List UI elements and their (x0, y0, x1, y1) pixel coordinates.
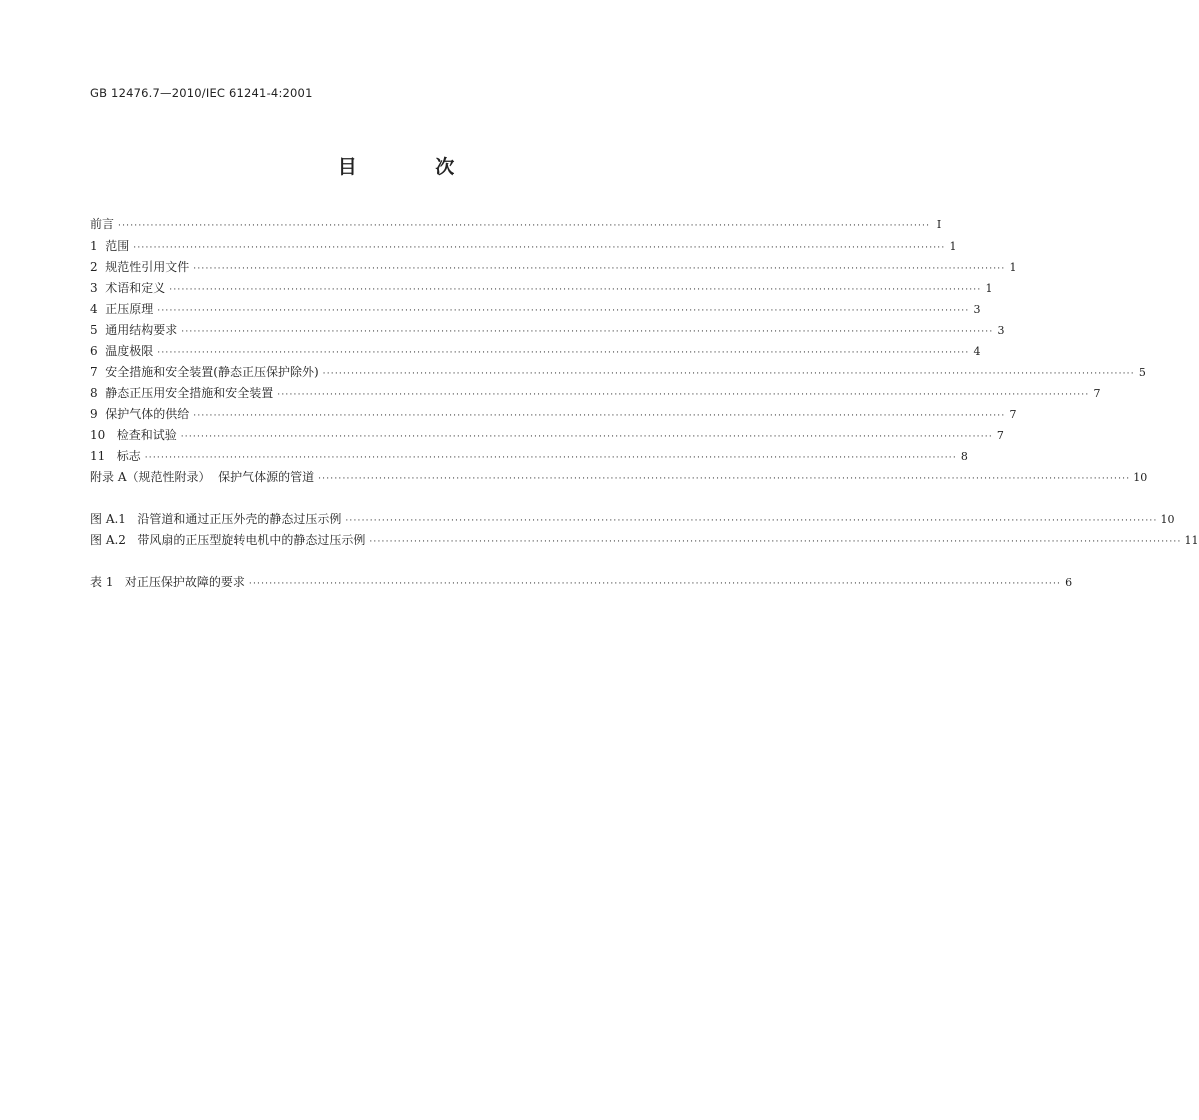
toc-leader-dots: ········································································································································································································ (180, 432, 993, 442)
toc-entry-label: 11 标志 (90, 449, 141, 463)
toc-entry-1[interactable] (90, 237, 957, 255)
toc-entry-annex-a[interactable] (90, 468, 1148, 486)
toc-leader-dots: ········································································································································································································ (118, 221, 931, 231)
toc-leader-dots: ········································································································································································································ (193, 264, 1006, 274)
toc-entry-label: 1 范围 (90, 239, 130, 253)
toc-entry-label: 9 保护气体的供给 (90, 407, 190, 421)
toc-entry-3[interactable] (90, 279, 993, 297)
toc-entry-page: 1 (1009, 261, 1017, 274)
figure-entry-page: 10 (1160, 513, 1175, 526)
toc-entry-page: Ⅰ (936, 218, 942, 231)
toc-entry-page: 1 (985, 282, 993, 295)
table-entry-page: 6 (1065, 576, 1073, 589)
toc-leader-dots: ········································································································································································································ (157, 306, 970, 316)
toc-entry-9[interactable] (90, 405, 1017, 423)
toc-leader-dots: ········································································································································································································ (181, 327, 994, 337)
toc-leader-dots: ········································································································································································································ (133, 243, 946, 253)
toc-leader-dots: ········································································································································································································ (157, 348, 970, 358)
toc-entry-2[interactable] (90, 258, 1017, 276)
toc-entry-7[interactable] (90, 363, 1146, 381)
figure-entry-a2[interactable] (90, 531, 1199, 549)
figure-entry-label: 图 A.2 带风扇的正压型旋转电机中的静态过压示例 (90, 533, 366, 547)
toc-entry-label: 前言 (90, 217, 115, 231)
standard-number: GB 12476.7—2010/IEC 61241-4:2001 (90, 86, 313, 100)
toc-entry-page: 4 (973, 345, 981, 358)
toc-entry-5[interactable] (90, 321, 1005, 339)
toc-entry-6[interactable] (90, 342, 981, 360)
toc-entry-label: 8 静态正压用安全措施和安全装置 (90, 386, 274, 400)
toc-leader-dots: ········································································································································································································ (322, 369, 1135, 379)
figure-entry-label: 图 A.1 沿管道和通过正压外壳的静态过压示例 (90, 512, 342, 526)
toc-entry-label: 4 正压原理 (90, 302, 154, 316)
toc-leader-dots: ········································································································································································································ (277, 390, 1090, 400)
figure-entry-page: 11 (1184, 534, 1199, 547)
toc-entry-11[interactable] (90, 447, 968, 465)
table-entry-1[interactable] (90, 573, 1073, 591)
toc-entry-label: 5 通用结构要求 (90, 323, 178, 337)
toc-entry-page: 8 (960, 450, 968, 463)
toc-leader-dots: ········································································································································································································ (193, 411, 1006, 421)
page-title: 目 次 (337, 156, 491, 178)
toc-entry-page: 5 (1138, 366, 1146, 379)
table-entry-label: 表 1 对正压保护故障的要求 (90, 575, 245, 589)
toc-entry-10[interactable] (90, 426, 1004, 444)
toc-leader-dots: ········································································································································································································ (169, 285, 982, 295)
toc-entry-page: 7 (996, 429, 1004, 442)
toc-entry-label: 6 温度极限 (90, 344, 154, 358)
toc-entry-page: 7 (1009, 408, 1017, 421)
toc-entry-4[interactable] (90, 300, 981, 318)
toc-entry-label: 3 术语和定义 (90, 281, 166, 295)
toc-entry-page: 3 (997, 324, 1005, 337)
toc-entry-label: 2 规范性引用文件 (90, 260, 190, 274)
toc-leader-dots: ········································································································································································································ (248, 579, 1062, 589)
toc-entry-page: 10 (1133, 471, 1148, 484)
toc-leader-dots: ········································································································································································································ (318, 474, 1131, 484)
toc-leader-dots: ········································································································································································································ (369, 537, 1182, 547)
toc-entry-8[interactable] (90, 384, 1101, 402)
toc-entry-label: 7 安全措施和安全装置(静态正压保护除外) (90, 365, 319, 379)
figure-entry-a1[interactable] (90, 510, 1175, 528)
toc-entry-label: 10 检查和试验 (90, 428, 177, 442)
toc-entry-page: 7 (1093, 387, 1101, 400)
toc-entry-label: 附录 A（规范性附录） 保护气体源的管道 (90, 470, 315, 484)
toc-entry-page: 1 (949, 240, 957, 253)
toc-entry-page: 3 (973, 303, 981, 316)
toc-entry-foreword[interactable] (90, 215, 942, 233)
toc-leader-dots: ········································································································································································································ (144, 453, 957, 463)
toc-leader-dots: ········································································································································································································ (345, 516, 1158, 526)
